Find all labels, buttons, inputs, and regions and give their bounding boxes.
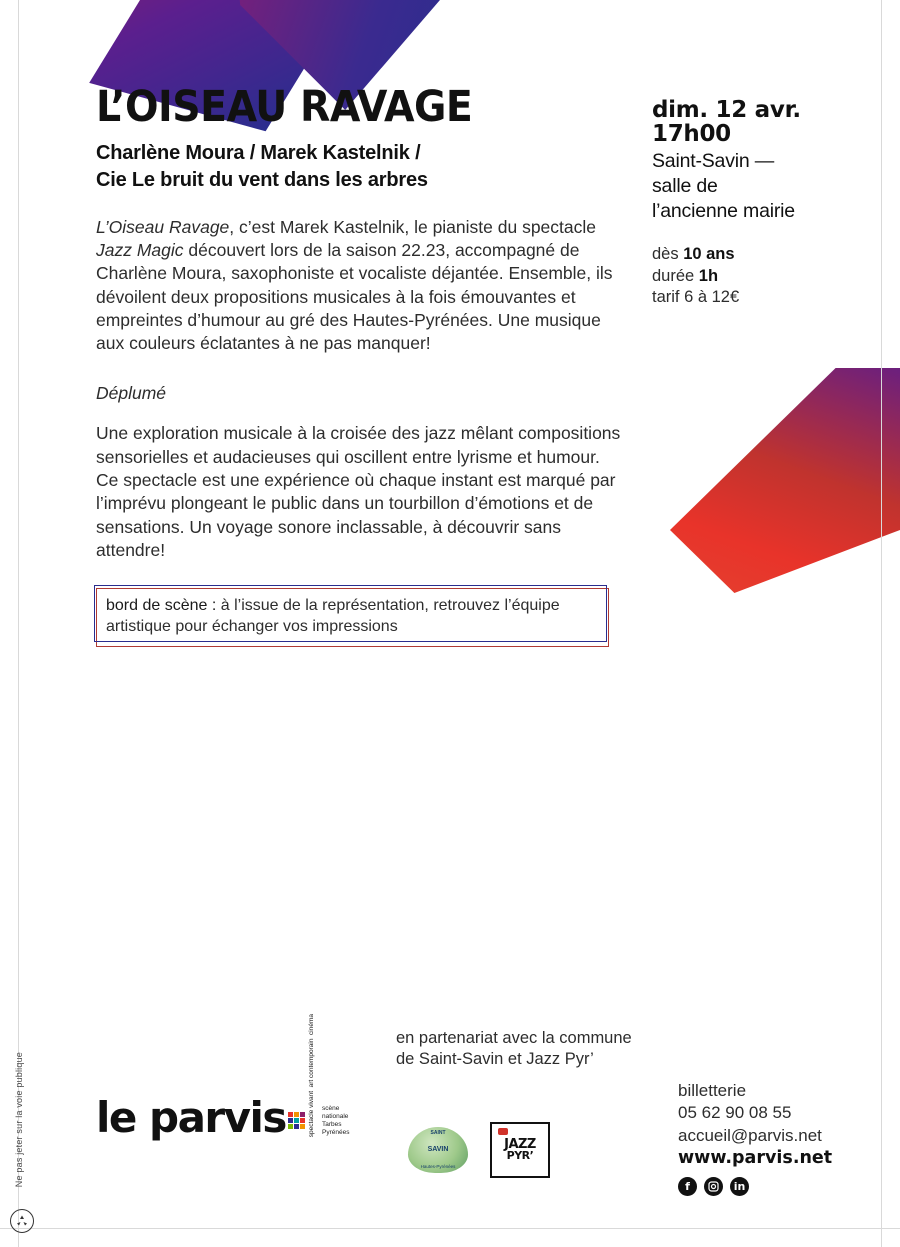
event-age-prefix: dès (652, 245, 684, 264)
frame-line-right (881, 0, 882, 1247)
le-parvis-wordmark: le parvis (96, 1093, 286, 1143)
event-price: tarif 6 à 12€ (652, 287, 740, 306)
ticketing-phone: 05 62 90 08 55 (678, 1103, 792, 1123)
event-age-value: 10 ans (683, 245, 735, 264)
event-info-column (652, 98, 872, 308)
le-parvis-dots-icon (288, 1112, 305, 1129)
event-venue-line-2: salle de (652, 174, 718, 197)
saint-savin-logo-top: SAINT (430, 1130, 446, 1136)
facebook-icon[interactable]: f (678, 1177, 697, 1196)
linkedin-icon[interactable]: in (730, 1177, 749, 1196)
jazz-pyr-accent (498, 1128, 508, 1135)
intro-paragraph (96, 216, 626, 356)
event-date: dim. 12 avr. (652, 97, 801, 123)
section-paragraph: Une exploration musicale à la croisée des jazz mêlant compositions sensorielles et audacieuses qui oscillent entre lyrisme et humour. Ce spectacle est une expérience où chaque instant est marqué par l’imprévu plongeant le public dans un tourbillon d’émotions et de sensations. Un voyage sonore inclassable, à découvrir sans attendre! (96, 423, 621, 560)
social-links (678, 1177, 878, 1196)
le-parvis-tagline: scène nationale Tarbes Pyrénées (322, 1104, 350, 1137)
recycle-icon (10, 1209, 34, 1233)
ticketing-block (678, 1080, 878, 1196)
le-parvis-logo[interactable] (96, 1014, 350, 1143)
intro-part-1: , c’est Marek Kastelnik, le pianiste du spectacle (229, 216, 597, 237)
subtitle-line-2: Cie Le bruit du vent dans les arbres (96, 168, 428, 191)
bord-de-scene-label: bord de scène : (106, 597, 217, 615)
page-title: L’OISEAU RAVAGE (96, 82, 473, 132)
decorative-shape-right (670, 368, 900, 593)
ticketing-email[interactable]: accueil@parvis.net (678, 1125, 822, 1145)
intro-part-2: découvert lors de la saison 22.23, accompagné de Charlène Moura, saxophoniste et vocaliste déjantée. Ensemble, ils dévoilent deux propositions musicales à la fois émouvantes et empreintes d’humour au gré des Hautes-Pyrénées. Une musique aux couleurs éclatantes à ne pas manquer! (96, 240, 613, 354)
instagram-icon[interactable] (704, 1177, 723, 1196)
jazz-pyr-line-2: PYR’ (506, 1148, 534, 1162)
bord-de-scene-box (96, 588, 609, 647)
jazz-pyr-logo (490, 1122, 550, 1178)
event-duration-value: 1h (698, 266, 719, 285)
jazz-pyr-line-1: JAZZ (504, 1136, 536, 1152)
event-time: 17h00 (652, 121, 731, 148)
intro-emphasis-2: Jazz Magic (96, 240, 184, 261)
partnership-text: en partenariat avec la commune de Saint-Savin et Jazz Pyr’ (396, 1029, 632, 1069)
ticketing-label: billetterie (678, 1081, 747, 1100)
partner-logos (408, 1122, 550, 1178)
main-content (96, 82, 626, 647)
saint-savin-logo-main: SAVIN (427, 1146, 449, 1154)
event-age (652, 244, 872, 265)
section-title: Déplumé (96, 383, 167, 404)
subtitle (96, 140, 626, 194)
intro-emphasis-1: L’Oiseau Ravage (96, 216, 230, 237)
event-venue-line-1: Saint-Savin — (652, 149, 775, 172)
subtitle-line-1: Charlène Moura / Marek Kastelnik / (96, 141, 421, 164)
saint-savin-logo-bottom: Hautes-Pyrénées (420, 1164, 456, 1170)
saint-savin-logo (408, 1127, 468, 1173)
legal-side-note: Ne pas jeter sur la voie publique (14, 1051, 24, 1187)
event-venue-line-3: l’ancienne mairie (652, 200, 795, 223)
frame-line-bottom (0, 1228, 900, 1229)
ticketing-website[interactable]: www.parvis.net (678, 1148, 833, 1169)
bord-de-scene-text: à l’issue de la représentation, retrouvez l’équipe artistique pour échanger vos impressions (106, 597, 560, 635)
event-duration-prefix: durée (652, 266, 699, 285)
event-duration (652, 266, 872, 287)
le-parvis-vertical-tagline: spectacle vivant art contemporain cinéma (307, 1014, 315, 1138)
event-details (652, 244, 872, 307)
